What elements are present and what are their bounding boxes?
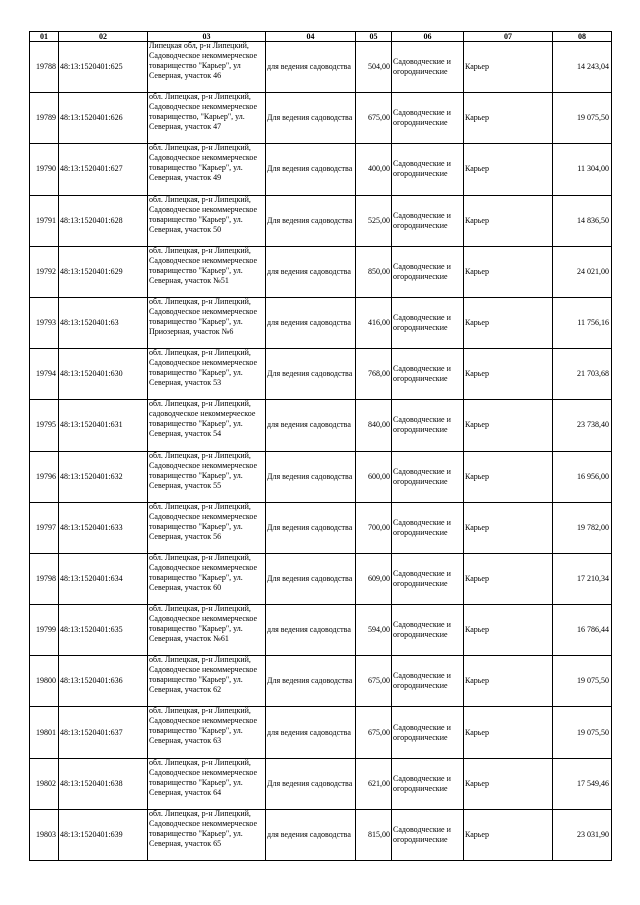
address-cell xyxy=(148,144,266,195)
cadastral-value-cell: 23 031,90 xyxy=(553,809,612,860)
table-row xyxy=(30,809,612,860)
settlement-cell: Карьер xyxy=(464,502,553,553)
settlement-cell: Карьер xyxy=(464,451,553,502)
cadastral-number-cell: 48:13:1520401:636 xyxy=(59,656,148,707)
address-cell xyxy=(148,656,266,707)
row-number-cell: 19788 xyxy=(30,42,59,93)
row-number-cell: 19795 xyxy=(30,400,59,451)
table-row xyxy=(30,758,612,809)
settlement-cell: Карьер xyxy=(464,349,553,400)
land-use-cell: для ведения садоводства xyxy=(266,42,356,93)
cadastral-number-cell: 48:13:1520401:628 xyxy=(59,195,148,246)
address-text: Липецкая обл, р-н Липецкий, Садоводческое некоммерческое товарищество "Карьер", ул Северная, участок 46 xyxy=(149,41,258,80)
cadastral-number-cell: 48:13:1520401:637 xyxy=(59,707,148,758)
table-row xyxy=(30,246,612,297)
address-cell xyxy=(148,553,266,604)
address-cell xyxy=(148,93,266,144)
address-text: обл. Липецкая, р-н Липецкий, Садоводческое некоммерческое товарищество "Карьер", ул. Северная, участок 53 xyxy=(149,348,258,388)
table-row xyxy=(30,707,612,758)
address-text: обл. Липецкая, р-н Липецкий, Садоводческое некоммерческое товарищество "Карьер", ул. Северная, участок 62 xyxy=(149,655,258,695)
address-cell xyxy=(148,297,266,348)
address-cell xyxy=(148,349,266,400)
land-use-cell: для ведения садоводства xyxy=(266,707,356,758)
address-text: обл. Липецкая, р-н Липецкий, Садоводческое некоммерческое товарищество "Карьер", ул. Северная, участок №51 xyxy=(149,246,258,285)
area-cell: 600,00 xyxy=(356,451,392,502)
address-text: обл. Липецкая, р-н Липецкий, Садоводческое некоммерческое товарищество "Карьер", ул. Северная, участок 65 xyxy=(149,809,258,848)
settlement-cell: Карьер xyxy=(464,809,553,860)
cadastral-number-cell: 48:13:1520401:632 xyxy=(59,451,148,502)
area-cell: 850,00 xyxy=(356,246,392,297)
cadastral-number-cell: 48:13:1520401:626 xyxy=(59,93,148,144)
row-number-cell: 19797 xyxy=(30,502,59,553)
address-cell xyxy=(148,451,266,502)
settlement-cell: Карьер xyxy=(464,400,553,451)
cadastral-value-cell: 23 738,40 xyxy=(553,400,612,451)
address-cell xyxy=(148,246,266,297)
category-cell: Садоводческие и огороднические xyxy=(392,656,464,707)
land-use-cell: для ведения садоводства xyxy=(266,400,356,451)
category-cell: Садоводческие и огороднические xyxy=(392,809,464,860)
table-row xyxy=(30,605,612,656)
cadastral-number-cell: 48:13:1520401:625 xyxy=(59,42,148,93)
area-cell: 675,00 xyxy=(356,656,392,707)
settlement-cell: Карьер xyxy=(464,246,553,297)
settlement-cell: Карьер xyxy=(464,42,553,93)
row-number-cell: 19794 xyxy=(30,349,59,400)
cadastral-value-cell: 11 304,00 xyxy=(553,144,612,195)
row-number-cell: 19792 xyxy=(30,246,59,297)
settlement-cell: Карьер xyxy=(464,297,553,348)
table-row xyxy=(30,297,612,348)
column-header-07: 07 xyxy=(464,32,553,42)
cadastral-value-cell: 16 956,00 xyxy=(553,451,612,502)
area-cell: 815,00 xyxy=(356,809,392,860)
category-cell: Садоводческие и огороднические xyxy=(392,349,464,400)
land-use-cell: для ведения садоводства xyxy=(266,297,356,348)
area-cell: 700,00 xyxy=(356,502,392,553)
address-cell xyxy=(148,400,266,451)
column-header-03: 03 xyxy=(148,32,266,42)
settlement-cell: Карьер xyxy=(464,144,553,195)
address-cell xyxy=(148,758,266,809)
land-registry-table xyxy=(29,31,612,861)
cadastral-number-cell: 48:13:1520401:639 xyxy=(59,809,148,860)
settlement-cell: Карьер xyxy=(464,758,553,809)
table-row xyxy=(30,144,612,195)
table-row xyxy=(30,502,612,553)
cadastral-value-cell: 19 075,50 xyxy=(553,656,612,707)
cadastral-value-cell: 19 782,00 xyxy=(553,502,612,553)
area-cell: 768,00 xyxy=(356,349,392,400)
address-cell xyxy=(148,502,266,553)
row-number-cell: 19796 xyxy=(30,451,59,502)
land-use-cell: Для ведения садоводства xyxy=(266,93,356,144)
row-number-cell: 19801 xyxy=(30,707,59,758)
settlement-cell: Карьер xyxy=(464,605,553,656)
cadastral-value-cell: 14 836,50 xyxy=(553,195,612,246)
settlement-cell: Карьер xyxy=(464,707,553,758)
table-row xyxy=(30,451,612,502)
category-cell: Садоводческие и огороднические xyxy=(392,758,464,809)
row-number-cell: 19798 xyxy=(30,553,59,604)
table-row xyxy=(30,42,612,93)
address-text: обл. Липецкая, р-н Липецкий, Садоводческое некоммерческое товарищество "Карьер", ул. Северная, участок 50 xyxy=(149,195,258,234)
category-cell: Садоводческие и огороднические xyxy=(392,195,464,246)
address-text: обл. Липецкая, р-н Липецкий, Садоводческое некоммерческое товарищество "Карьер", ул. Северная, участок 55 xyxy=(149,451,258,490)
area-cell: 594,00 xyxy=(356,605,392,656)
address-text: обл. Липецкая, р-н Липецкий, Садоводческое некоммерческое товарищество "Карьер", ул. Северная, участок 56 xyxy=(149,502,258,541)
land-use-cell: Для ведения садоводства xyxy=(266,451,356,502)
address-text: обл. Липецкая, р-н Липецкий, Садоводческое некоммерческое товарищество "Карьер", ул. Приозерная, участок №6 xyxy=(149,297,258,336)
cadastral-number-cell: 48:13:1520401:627 xyxy=(59,144,148,195)
category-cell: Садоводческие и огороднические xyxy=(392,42,464,93)
address-text: обл. Липецкая, р-н Липецкий, садоводческое некоммерческое товарищество "Карьер", ул. Северная, участок 54 xyxy=(149,399,256,439)
cadastral-value-cell: 21 703,68 xyxy=(553,349,612,400)
cadastral-number-cell: 48:13:1520401:63 xyxy=(59,297,148,348)
address-text: обл. Липецкая, р-н Липецкий, Садоводческое некоммерческое товарищество "Карьер", ул. Северная, участок 49 xyxy=(149,143,258,183)
cadastral-value-cell: 17 549,46 xyxy=(553,758,612,809)
area-cell: 675,00 xyxy=(356,707,392,758)
cadastral-value-cell: 24 021,00 xyxy=(553,246,612,297)
cadastral-value-cell: 19 075,50 xyxy=(553,93,612,144)
category-cell: Садоводческие и огороднические xyxy=(392,553,464,604)
address-cell xyxy=(148,809,266,860)
address-text: обл. Липецкая, р-н Липецкий, Садоводческое некоммерческое товарищество, "Карьер", ул. Северная, участок 47 xyxy=(149,92,258,132)
category-cell: Садоводческие и огороднические xyxy=(392,246,464,297)
area-cell: 840,00 xyxy=(356,400,392,451)
table-row xyxy=(30,656,612,707)
area-cell: 525,00 xyxy=(356,195,392,246)
settlement-cell: Карьер xyxy=(464,195,553,246)
cadastral-value-cell: 17 210,34 xyxy=(553,553,612,604)
cadastral-value-cell: 19 075,50 xyxy=(553,707,612,758)
row-number-cell: 19793 xyxy=(30,297,59,348)
category-cell: Садоводческие и огороднические xyxy=(392,707,464,758)
category-cell: Садоводческие и огороднические xyxy=(392,400,464,451)
address-text: обл. Липецкая, р-н Липецкий, Садоводческое некоммерческое товарищество "Карьер", ул. Северная, участок 64 xyxy=(149,758,258,797)
table-row xyxy=(30,553,612,604)
address-cell xyxy=(148,42,266,93)
column-header-06: 06 xyxy=(392,32,464,42)
header-row xyxy=(30,32,612,42)
land-use-cell: для ведения садоводства xyxy=(266,246,356,297)
cadastral-number-cell: 48:13:1520401:630 xyxy=(59,349,148,400)
category-cell: Садоводческие и огороднические xyxy=(392,93,464,144)
column-header-05: 05 xyxy=(356,32,392,42)
area-cell: 504,00 xyxy=(356,42,392,93)
land-use-cell: для ведения садоводства xyxy=(266,605,356,656)
settlement-cell: Карьер xyxy=(464,553,553,604)
category-cell: Садоводческие и огороднические xyxy=(392,451,464,502)
category-cell: Садоводческие и огороднические xyxy=(392,144,464,195)
row-number-cell: 19800 xyxy=(30,656,59,707)
cadastral-value-cell: 14 243,04 xyxy=(553,42,612,93)
cadastral-value-cell: 16 786,44 xyxy=(553,605,612,656)
category-cell: Садоводческие и огороднические xyxy=(392,605,464,656)
column-header-04: 04 xyxy=(266,32,356,42)
land-use-cell: Для ведения садоводства xyxy=(266,758,356,809)
land-use-cell: для ведения садоводства xyxy=(266,809,356,860)
table-row xyxy=(30,195,612,246)
category-cell: Садоводческие и огороднические xyxy=(392,297,464,348)
table-row xyxy=(30,400,612,451)
cadastral-value-cell: 11 756,16 xyxy=(553,297,612,348)
cadastral-number-cell: 48:13:1520401:629 xyxy=(59,246,148,297)
table-row xyxy=(30,93,612,144)
cadastral-number-cell: 48:13:1520401:634 xyxy=(59,553,148,604)
category-cell: Садоводческие и огороднические xyxy=(392,502,464,553)
row-number-cell: 19799 xyxy=(30,605,59,656)
land-use-cell: Для ведения садоводства xyxy=(266,349,356,400)
row-number-cell: 19791 xyxy=(30,195,59,246)
address-text: обл. Липецкая, р-н Липецкий, Садоводческое некоммерческое товарищество "Карьер", ул. Северная, участок 60 xyxy=(149,553,258,592)
area-cell: 675,00 xyxy=(356,93,392,144)
land-use-cell: Для ведения садоводства xyxy=(266,553,356,604)
area-cell: 400,00 xyxy=(356,144,392,195)
land-use-cell: Для ведения садоводства xyxy=(266,195,356,246)
address-cell xyxy=(148,605,266,656)
area-cell: 621,00 xyxy=(356,758,392,809)
address-cell xyxy=(148,707,266,758)
column-header-02: 02 xyxy=(59,32,148,42)
table-row xyxy=(30,349,612,400)
cadastral-number-cell: 48:13:1520401:638 xyxy=(59,758,148,809)
row-number-cell: 19790 xyxy=(30,144,59,195)
area-cell: 416,00 xyxy=(356,297,392,348)
cadastral-number-cell: 48:13:1520401:635 xyxy=(59,605,148,656)
settlement-cell: Карьер xyxy=(464,93,553,144)
settlement-cell: Карьер xyxy=(464,656,553,707)
land-use-cell: Для ведения садоводства xyxy=(266,144,356,195)
address-text: обл. Липецкая, р-н Липецкий, Садоводческое некоммерческое товарищество "Карьер", ул. Северная, участок №61 xyxy=(149,604,258,644)
column-header-01: 01 xyxy=(30,32,59,42)
cadastral-number-cell: 48:13:1520401:633 xyxy=(59,502,148,553)
address-cell xyxy=(148,195,266,246)
cadastral-number-cell: 48:13:1520401:631 xyxy=(59,400,148,451)
area-cell: 609,00 xyxy=(356,553,392,604)
column-header-08: 08 xyxy=(553,32,612,42)
address-text: обл. Липецкая, р-н Липецкий, Садоводческое некоммерческое товарищество "Карьер", ул. Северная, участок 63 xyxy=(149,706,258,746)
land-use-cell: Для ведения садоводства xyxy=(266,656,356,707)
row-number-cell: 19802 xyxy=(30,758,59,809)
row-number-cell: 19803 xyxy=(30,809,59,860)
row-number-cell: 19789 xyxy=(30,93,59,144)
land-use-cell: Для ведения садоводства xyxy=(266,502,356,553)
